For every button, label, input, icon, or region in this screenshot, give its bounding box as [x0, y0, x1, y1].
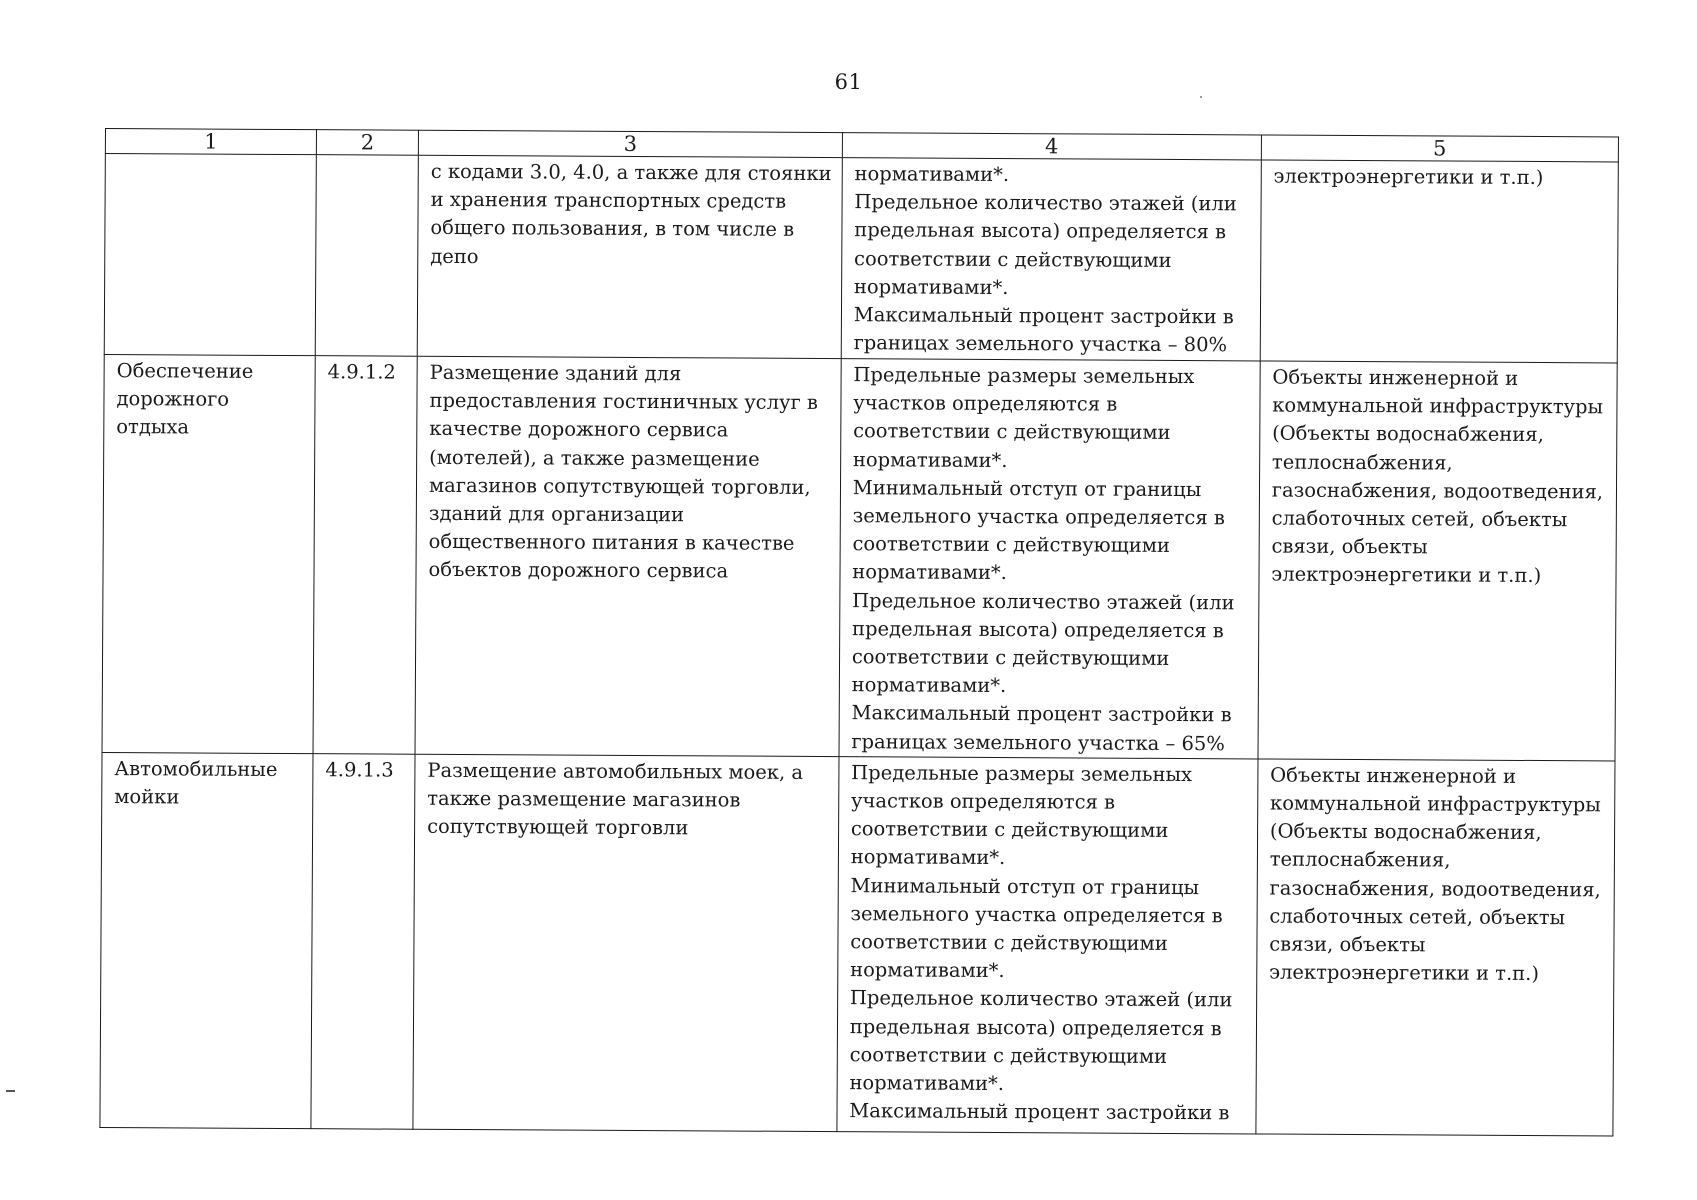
cell-text-line: Обеспечение — [116, 359, 254, 383]
cell-code — [311, 754, 415, 1130]
cell-text-line: Автомобильные — [114, 756, 278, 781]
cell-text-line: Объекты инженерной и — [1272, 365, 1519, 390]
cell-text-line: Предельные размеры земельных — [853, 363, 1195, 389]
cell-parameters — [841, 158, 1261, 361]
cell-text-line: связи, объекты — [1271, 534, 1428, 559]
cell-text-line: предельная высота) определяется в — [854, 218, 1227, 244]
cell-text-line: магазинов сопутствующей торговли, — [428, 473, 811, 499]
cell-text-line: депо — [430, 244, 479, 268]
cell-text-line: Объекты инженерной и — [1270, 763, 1517, 788]
cell-text-line: коммунальной инфраструктуры — [1272, 393, 1604, 419]
cell-text-line: Максимальный процент застройки в — [853, 303, 1234, 329]
cell-text-line: Максимальный процент застройки в — [851, 701, 1232, 727]
cell-text-line: и хранения транспортных средств — [430, 188, 787, 214]
cell-description — [417, 155, 842, 358]
cell-text-line: нормативами*. — [852, 447, 1008, 472]
cell-text-line: электроэнергетики и т.п.) — [1273, 164, 1544, 190]
cell-text-line: мойки — [114, 785, 180, 809]
regulations-table — [99, 128, 1618, 1136]
cell-text-line: общественного питания в качестве — [428, 530, 795, 556]
cell-text-line: теплоснабжения, — [1271, 450, 1453, 475]
cell-code — [313, 356, 417, 754]
table-row — [104, 154, 1618, 363]
cell-text-line: качестве дорожного сервиса — [429, 417, 729, 442]
cell-text-line: слаботочных сетей, объекты — [1271, 506, 1568, 532]
cell-text-line: (мотелей), а также размещение — [429, 445, 760, 471]
cell-infrastructure — [1258, 361, 1617, 761]
cell-text-line: теплоснабжения, — [1269, 847, 1451, 872]
cell-text-line: Минимальный отступ от границы — [852, 475, 1202, 501]
cell-text-line: соответствии с действующими — [849, 1043, 1168, 1068]
cell-text-line: (Объекты водоснабжения, — [1269, 819, 1542, 845]
cell-text-line: сопутствующей торговли — [427, 815, 689, 840]
cell-text-line: нормативами*. — [850, 845, 1006, 870]
cell-text-line: предоставления гостиничных услуг в — [429, 389, 818, 415]
cell-text-line: нормативами*. — [854, 162, 1010, 187]
cell-text-line: предельная высота) определяется в — [851, 617, 1224, 643]
cell-text-line: предельная высота) определяется в — [849, 1014, 1222, 1040]
cell-text-line: Максимальный процент застройки в — [849, 1099, 1230, 1125]
cell-text-line: коммунальной инфраструктуры — [1269, 791, 1601, 817]
cell-text-line: земельного участка определяется в — [852, 504, 1225, 530]
cell-parameters — [837, 756, 1258, 1133]
table-row — [100, 752, 1615, 1135]
scan-dot — [1200, 96, 1202, 98]
scan-mark — [6, 1090, 15, 1092]
cell-text-line: нормативами*. — [850, 958, 1005, 983]
cell-text-line: газоснабжения, водоотведения, — [1271, 478, 1604, 504]
cell-text-line: соответствии с действующими — [854, 246, 1172, 272]
cell-text-line: Предельное количество этажей (или — [849, 986, 1233, 1012]
cell-text-line: границах земельного участка – 65% — [851, 729, 1225, 755]
cell-text-line: участков определяются в — [850, 789, 1116, 814]
cell-text-line: участков определяются в — [853, 391, 1118, 416]
cell-use-name — [104, 154, 316, 356]
cell-text-line: дорожного — [116, 387, 230, 411]
cell-text-line: 4.9.1.2 — [327, 360, 396, 384]
cell-infrastructure — [1260, 160, 1618, 363]
page-number: 61 — [834, 70, 863, 94]
cell-text-line: объектов дорожного сервиса — [428, 558, 729, 583]
cell-text-line: соответствии с действующими — [850, 930, 1168, 956]
cell-text-line: также размещение магазинов — [427, 786, 741, 812]
cell-text-line: с кодами 3.0, 4.0, а также для стоянки — [430, 159, 832, 186]
cell-text-line: электроэнергетики и т.п.) — [1271, 562, 1542, 588]
cell-text-line: газоснабжения, водоотведения, — [1269, 876, 1601, 902]
header-col-3: 3 — [418, 130, 842, 157]
cell-text-line: нормативами*. — [849, 1071, 1005, 1096]
cell-text-line: нормативами*. — [851, 673, 1007, 698]
cell-text-line: Предельное количество этажей (или — [854, 190, 1237, 216]
cell-text-line: зданий для организации — [428, 501, 685, 527]
cell-text-line: электроэнергетики и т.п.) — [1269, 960, 1540, 986]
cell-use-name — [100, 752, 313, 1128]
cell-text-line: 4.9.1.3 — [325, 758, 394, 782]
cell-text-line: слаботочных сетей, объекты — [1269, 904, 1566, 930]
cell-text-line: Предельное количество этажей (или — [852, 588, 1235, 614]
cell-description — [413, 754, 839, 1131]
cell-text-line: Размещение зданий для — [429, 360, 682, 386]
cell-code — [315, 155, 418, 357]
cell-text-line: (Объекты водоснабжения, — [1272, 421, 1544, 447]
cell-text-line: соответствии с действующими — [850, 817, 1169, 843]
cell-text-line: соответствии с действующими — [853, 419, 1171, 445]
cell-text-line: соответствии с действующими — [852, 532, 1171, 558]
cell-text-line: нормативами*. — [852, 560, 1007, 585]
cell-use-name — [102, 354, 315, 753]
table-row — [102, 354, 1617, 760]
header-col-2: 2 — [316, 130, 418, 156]
header-col-1: 1 — [105, 129, 316, 155]
header-col-5: 5 — [1261, 135, 1618, 162]
cell-text-line: связи, объекты — [1269, 932, 1426, 957]
header-col-4: 4 — [842, 133, 1261, 160]
cell-text-line: Минимальный отступ от границы — [850, 873, 1200, 899]
cell-text-line: Предельные размеры земельных — [851, 761, 1193, 786]
cell-text-line: отдыха — [116, 415, 190, 439]
cell-text-line: земельного участка определяется в — [850, 902, 1223, 928]
cell-infrastructure — [1256, 759, 1615, 1136]
cell-text-line: нормативами*. — [853, 274, 1009, 299]
cell-text-line: общего пользования, в том числе в — [430, 216, 795, 242]
cell-description — [415, 356, 841, 756]
cell-text-line: соответствии с действующими — [851, 645, 1170, 670]
cell-parameters — [839, 359, 1260, 759]
cell-text-line: границах земельного участка – 80% — [853, 331, 1228, 357]
cell-text-line: Размещение автомобильных моек, а — [427, 758, 804, 784]
